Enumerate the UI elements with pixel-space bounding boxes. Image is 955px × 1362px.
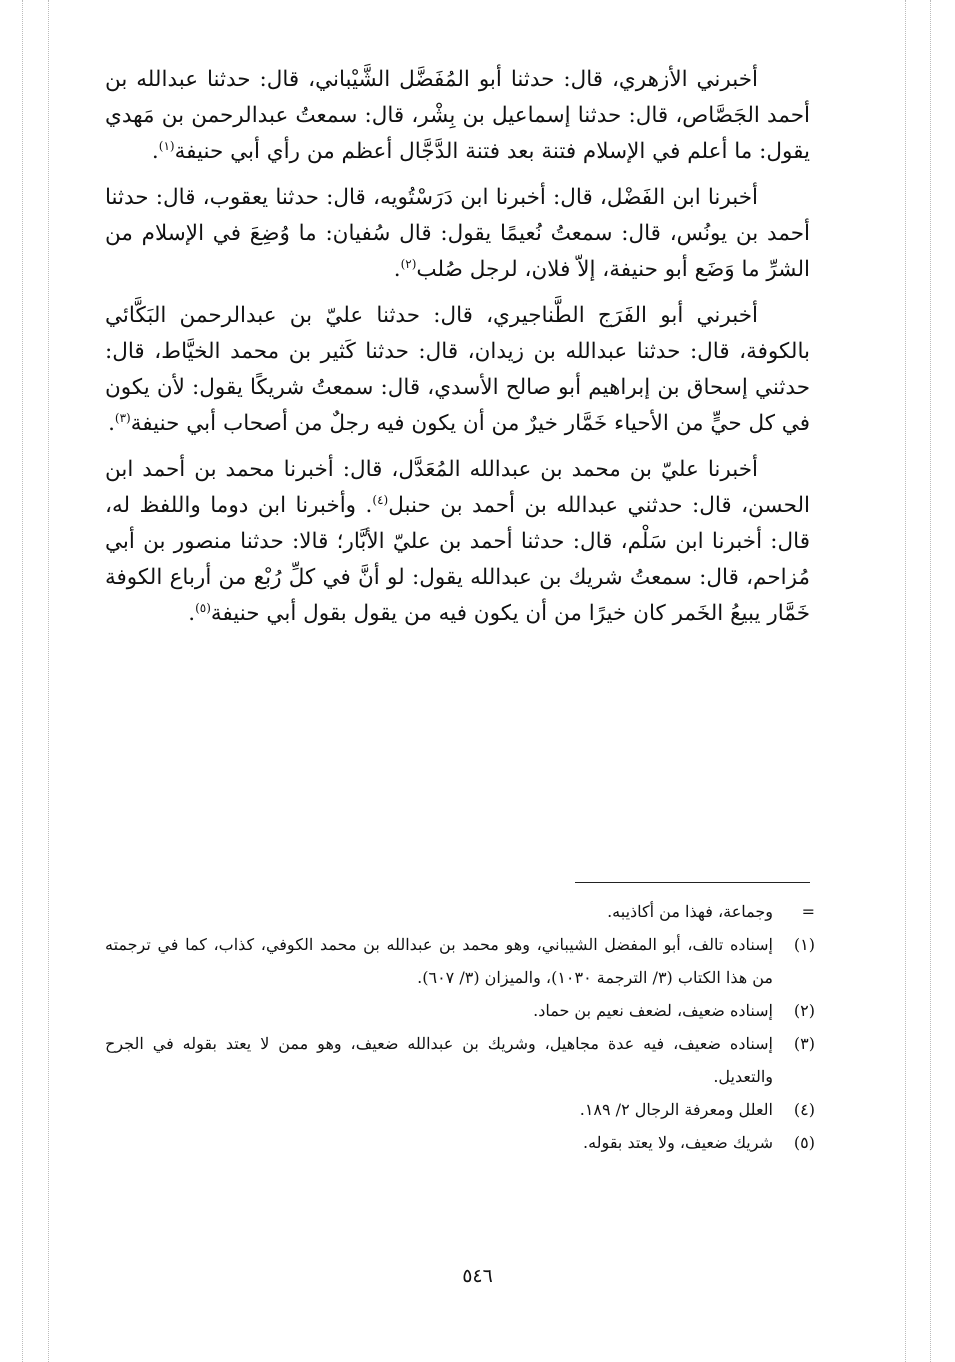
paragraph-end: . [188, 601, 196, 626]
footnote-number: (٥) [793, 1133, 815, 1152]
footnote-reference[interactable]: (٥) [195, 600, 211, 615]
footnote-text: وجماعة، فهذا من أكاذيبه. [607, 902, 773, 921]
paragraph-end: . [108, 411, 115, 436]
paragraph-4 [105, 452, 810, 632]
paragraph-text: أخبرنا عليّ بن محمد بن عبدالله المُعَدَّل، قال: أخبرنا محمد بن أحمد ابن الحسن، قال: حدثني عبدالله بن أحمد بن حنبل [105, 457, 811, 518]
footnote-2 [105, 994, 815, 1027]
scan-guide-line [22, 0, 23, 1362]
footnote-3 [105, 1027, 815, 1093]
footnote-text: إسناده تالف، أبو المفضل الشيباني، وهو محمد بن عبدالله بن محمد الكوفي، كذاب، كما في ترجمته من هذا الكتاب (٣/ الترجمة ١٠٣٠)، والميزان (٣/ ٦٠٧). [105, 935, 773, 987]
main-text [105, 62, 810, 642]
footnote-continuation [105, 895, 815, 928]
footnote-text: إسناده ضعيف، لضعف نعيم بن حماد. [533, 1001, 773, 1020]
footnote-reference[interactable]: (٢) [400, 256, 417, 271]
footnote-number: (٣) [793, 1034, 815, 1053]
footnote-text: العلل ومعرفة الرجال ٢/ ١٨٩. [579, 1100, 773, 1119]
scan-guide-line [905, 0, 906, 1362]
footnote-text: إسناده ضعيف، فيه عدة مجاهيل، وشريك بن عبدالله ضعيف، وهو ممن لا يعتد بقوله في الجرح والتعديل. [105, 1034, 773, 1086]
footnote-text: شريك ضعيف، ولا يعتد بقوله. [583, 1133, 773, 1152]
footnote-4 [105, 1093, 815, 1126]
paragraph-2 [105, 180, 810, 288]
footnote-reference[interactable]: (٤) [372, 492, 389, 507]
footnote-5 [105, 1126, 815, 1159]
paragraph-text: أخبرني أبو الفَرَج الطَّناجيري، قال: حدثنا عليّ بن عبدالرحمن البَكَّائي بالكوفة، قال: حدثنا عبدالله بن زيدان، قال: حدثنا كَثير بن محمد الخيَّاط، قال: حدثني إسحاق بن إبراهيم أبو صالح الأسدي، قال: سمعتُ شريكًا يقول: لأن يكون في كل حيٍّ من الأحياء خَمَّار خيرٌ من أن يكون فيه رجلٌ من أصحاب أبي حنيفة [105, 303, 810, 436]
footnote-number: = [801, 902, 815, 921]
footnote-reference[interactable]: (١) [158, 138, 175, 153]
paragraph-1 [105, 62, 810, 170]
paragraph-end: . [151, 139, 159, 164]
footnote-number: (٢) [793, 1001, 815, 1020]
scan-guide-line [930, 0, 931, 1362]
footnote-number: (١) [793, 935, 815, 954]
paragraph-text: أخبرني الأزهري، قال: حدثنا أبو المُفَضَّل الشَّيْباني، قال: حدثنا عبدالله بن أحمد الجَصَّاص، قال: حدثنا إسماعيل بن بِشْر، قال: سمعتُ عبدالرحمن بن مَهدي يقول: ما أعلم في الإسلام فتنة بعد فتنة الدَّجَّال أعظم من رأي أبي حنيفة [105, 67, 810, 164]
footnotes [105, 895, 815, 1159]
paragraph-text: أخبرنا ابن الفَضْل، قال: أخبرنا ابن دَرَسْتُويه، قال: حدثنا يعقوب، قال: حدثنا أحمد بن يونُس، قال: سمعتُ نُعيمًا يقول: قال سُفيان: ما وُضِعَ في الإسلام من الشرِّ ما وَضَع أبو حنيفة، إلاّ فلان، لرجل صُلب [105, 185, 810, 282]
scan-guide-line [48, 0, 49, 1362]
footnote-divider [575, 882, 810, 883]
paragraph-end: . [393, 257, 401, 282]
paragraph-text-continued: . وأخبرنا ابن دوما واللفظ له، قال: أخبرنا ابن سَلْم، قال: حدثنا أحمد بن عليّ الأبَّار؛ قالا: حدثنا منصور بن أبي مُزاحم، قال: سمعتُ شريك بن عبدالله يقول: لو أنَّ في كلِّ رُبْع من أرباع الكوفة خَمَّار يبيعُ الخَمر كان خيرًا من أن يكون فيه من يقول بقول أبي حنيفة [105, 493, 810, 626]
footnote-number: (٤) [793, 1100, 815, 1119]
footnote-1 [105, 928, 815, 994]
paragraph-3 [105, 298, 810, 442]
footnote-reference[interactable]: (٣) [114, 410, 131, 425]
page-number: ٥٤٦ [462, 1265, 493, 1287]
